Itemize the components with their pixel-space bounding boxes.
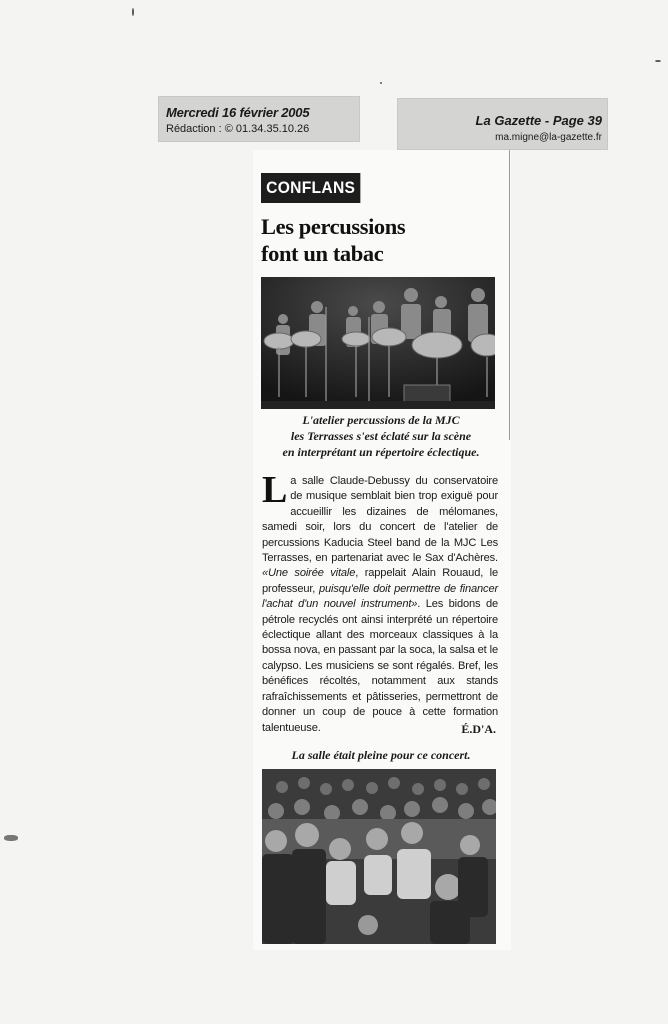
steel-band-photo: [261, 277, 495, 409]
header-date-strip: [158, 96, 360, 142]
newsroom-phone: Rédaction : © 01.34.35.10.26: [166, 123, 310, 135]
body-text: a salle Claude-Debussy du conservatoire de musique semblait bien trop exiguë pour accueillir les dizaines de mélomanes, samedi soir, lors du concert de l'atelier de percussions Kaducia Steel band de la MJC Les Terrasses, en partenariat avec le Sax d'Achères.: [262, 475, 498, 565]
drop-cap: L: [262, 469, 288, 511]
headline-line: Les percussions: [261, 214, 406, 239]
scan-speck: [380, 82, 382, 84]
scan-speck: [132, 8, 134, 16]
scan-speck: [655, 60, 661, 62]
section-rubric: CONFLANS: [261, 173, 360, 203]
headline-line: font un tabac: [261, 241, 384, 266]
caption-line: L'atelier percussions de la MJC: [302, 413, 460, 427]
caption-line: en interprétant un répertoire éclectique.: [282, 445, 480, 459]
scan-speck: [4, 835, 18, 841]
quote-text: «Une soirée vitale: [262, 567, 356, 580]
header-publication-strip: [397, 98, 608, 150]
column-rule: [509, 150, 510, 440]
contact-email: ma.migne@la-gazette.fr: [495, 132, 602, 143]
quote-text: puisqu'elle doit permettre de financer l'achat d'un nouvel instrument»: [262, 582, 499, 611]
audience-photo: [262, 769, 496, 944]
photo-caption: La salle était pleine pour ce concert.: [291, 748, 471, 762]
article-headline: [261, 213, 506, 267]
body-text: . Les bidons de pétrole recyclés ont ainsi interprété un répertoire éclectique allant des morceaux classiques à la bossa nova, en passant par la soca, la salsa et le calypso. Les musiciens se sont régalés. Bref, les bénéfices récoltés, notamment aux stands rafraîchissements et pâtisseries, permettront de donner un coup de pouce à cette formation talentueuse.: [262, 598, 498, 734]
photo-caption: [257, 412, 505, 460]
issue-date: Mercredi 16 février 2005: [166, 105, 310, 120]
author-byline: É.D'A.: [461, 722, 496, 736]
publication-page: La Gazette - Page 39: [475, 113, 602, 128]
article-body: [262, 469, 499, 736]
caption-line: les Terrasses s'est éclaté sur la scène: [290, 429, 472, 443]
body-text: , rappelait Alain Rouaud, le professeur,: [262, 567, 498, 595]
